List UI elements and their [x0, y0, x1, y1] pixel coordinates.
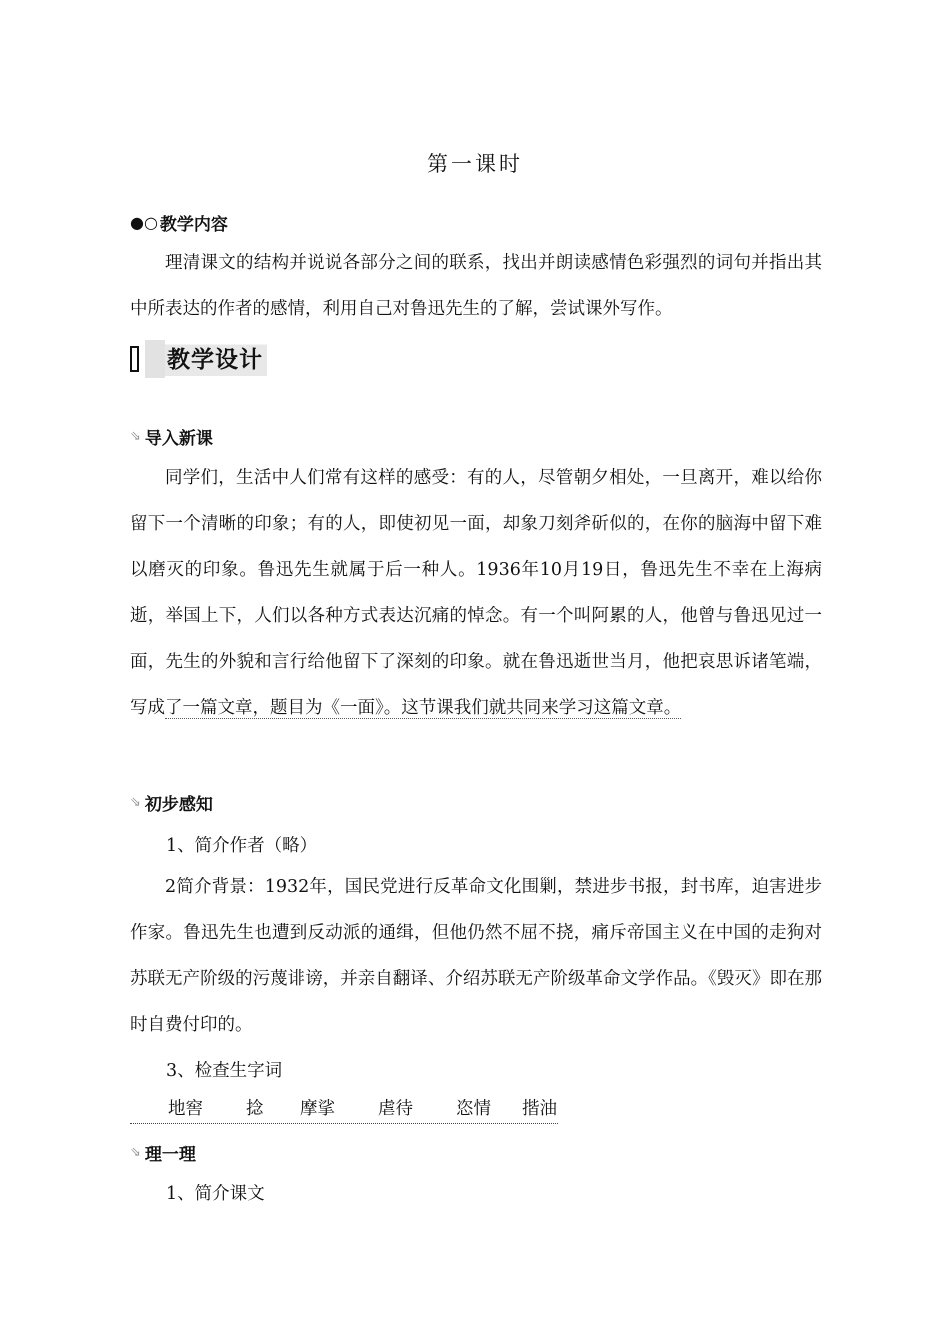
- vocab-word: 捻: [246, 1099, 264, 1119]
- intro-paragraph: [130, 455, 822, 731]
- page-title: 第一课时: [427, 152, 523, 176]
- arrow-bullet-icon: ⇘: [130, 429, 141, 444]
- heading-shade: [145, 340, 165, 378]
- intro-text: 同学们，生活中人们常有这样的感受：有的人，尽管朝夕相处，一旦离开，难以给你留下一个清晰的印象；有的人，即使初见一面，却象刀刻斧斫似的，在你的脑海中留下难以磨灭的印象。鲁迅先生就属于后一种人。1936年10月19日，鲁迅先生不幸在上海病逝，举国上下，人们以各种方式表达沉痛的悼念。有一个叫阿累的人，他曾与鲁迅见过一面，先生的外貌和言行给他留下了深刻的印象。就在鲁迅逝世当月，他把哀思诉诸笔端，写成: [130, 468, 822, 718]
- vocab-list: [130, 1093, 558, 1124]
- circle-bullet-icon: ●○: [130, 213, 158, 232]
- content-paragraph: 理清课文的结构并说说各部分之间的联系，找出并朗读感情色彩强烈的词句并指出其中所表达的作者的感情，利用自己对鲁迅先生的了解，尝试课外写作。: [130, 253, 822, 319]
- design-heading: [130, 338, 267, 380]
- review-heading-label: 理一理: [144, 1145, 196, 1165]
- vocab-word: 恣情: [456, 1099, 491, 1119]
- arrow-bullet-icon: ⇘: [130, 795, 141, 810]
- vocab-word: 揩油: [522, 1099, 557, 1119]
- design-heading-label: 教学设计: [165, 338, 267, 380]
- perception-item-1: 1、简介作者（略）: [166, 836, 318, 856]
- perception-heading-label: 初步感知: [144, 795, 213, 815]
- perception-heading: [130, 790, 213, 815]
- arrow-bullet-icon: ⇘: [130, 1145, 141, 1160]
- review-heading: [130, 1140, 196, 1165]
- review-item-1: 1、简介课文: [166, 1184, 265, 1204]
- box-glyph-icon: [130, 346, 139, 372]
- intro-heading: [130, 424, 213, 449]
- perception-item-2: 2简介背景：1932年，国民党进行反革命文化围剿，禁进步书报，封书库，迫害进步作家。鲁迅先生也遭到反动派的通缉，但他仍然不屈不挠，痛斥帝国主义在中国的走狗对苏联无产阶级的污蔑诽谤，并亲自翻译、介绍苏联无产阶级革命文学作品。《毁灭》即在那时自费付印的。: [130, 877, 822, 1035]
- vocab-word: 虐待: [378, 1099, 413, 1119]
- content-heading: [130, 210, 228, 235]
- intro-heading-label: 导入新课: [144, 429, 213, 449]
- vocab-word: 摩挲: [300, 1099, 335, 1119]
- perception-item-3: 3、检查生字词: [166, 1061, 283, 1081]
- vocab-word: 地窖: [168, 1099, 203, 1119]
- intro-text-marked: 了一篇文章，题目为《一面》。这节课我们就共同来学习这篇文章。: [165, 698, 682, 718]
- content-heading-label: 教学内容: [159, 215, 228, 235]
